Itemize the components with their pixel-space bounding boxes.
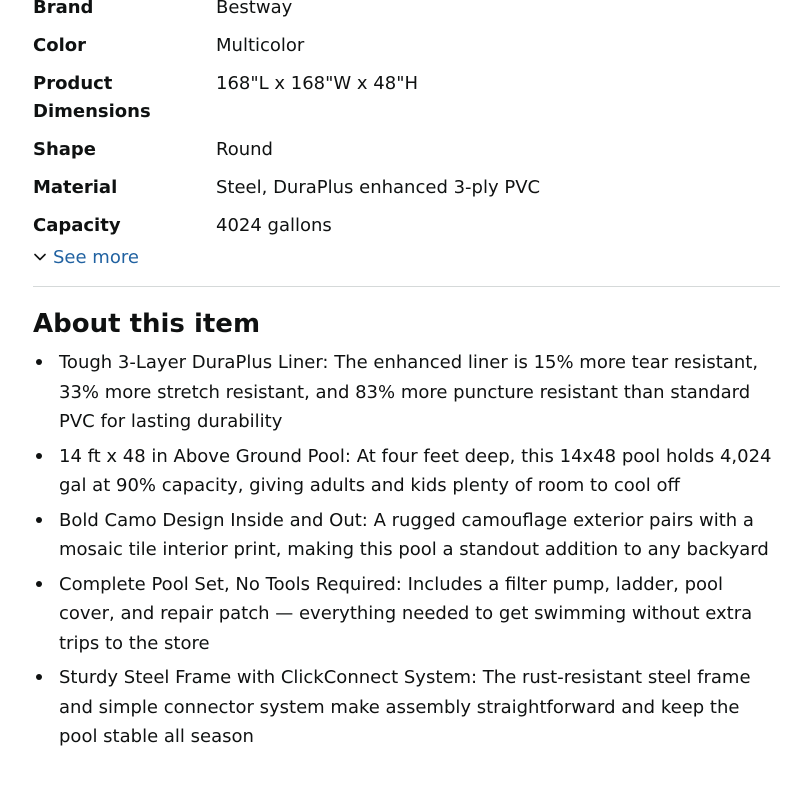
spec-row-product-dimensions xyxy=(33,70,540,136)
see-more-label: See more xyxy=(53,246,139,268)
product-details xyxy=(33,0,783,757)
feature-bullet xyxy=(33,570,783,659)
bullet-dot xyxy=(36,453,42,459)
spec-value: 4024 gallons xyxy=(216,215,332,236)
spec-value: Steel, DuraPlus enhanced 3-ply PVC xyxy=(216,177,541,198)
bullet-dot xyxy=(36,359,42,365)
spec-value: Multicolor xyxy=(216,35,305,56)
feature-bullet-text: Bold Camo Design Inside and Out: A rugged camouflage exterior pairs with a mosaic tile interior print, making this pool a standout addition to any backyard xyxy=(59,509,769,560)
about-title: About this item xyxy=(33,309,261,339)
feature-bullet xyxy=(33,348,783,437)
spec-key: Capacity xyxy=(33,215,121,236)
spec-key: Material xyxy=(33,177,118,198)
feature-bullet-text: Complete Pool Set, No Tools Required: Includes a filter pump, ladder, pool cover, and repair patch — everything needed to get swimming without extra trips to the store xyxy=(59,573,753,654)
spec-row-brand xyxy=(33,0,540,32)
bullet-dot xyxy=(36,674,42,680)
spec-row-material xyxy=(33,174,540,212)
feature-bullet-text: Tough 3-Layer DuraPlus Liner: The enhanced liner is 15% more tear resistant, 33% more stretch resistant, and 83% more puncture resistant than standard PVC for lasting durability xyxy=(59,352,759,432)
spec-key: Shape xyxy=(33,139,97,160)
spec-value: Round xyxy=(216,139,273,160)
spec-row-capacity xyxy=(33,212,540,240)
chevron-down-icon xyxy=(33,250,47,264)
spec-value: Bestway xyxy=(216,0,293,18)
feature-bullets xyxy=(33,348,783,752)
bullet-dot xyxy=(36,581,42,587)
feature-bullet xyxy=(33,442,783,501)
spec-row-color xyxy=(33,32,540,70)
bullet-dot xyxy=(36,517,42,523)
feature-bullet xyxy=(33,663,783,752)
see-more-link[interactable] xyxy=(33,243,783,271)
section-divider xyxy=(33,286,780,287)
spec-value: 168"L x 168"W x 48"H xyxy=(216,73,419,94)
feature-bullet xyxy=(33,506,783,565)
feature-bullet-text: Sturdy Steel Frame with ClickConnect System: The rust-resistant steel frame and simple connector system make assembly straightforward and keep the pool stable all season xyxy=(59,667,751,747)
spec-key: Color xyxy=(33,35,86,56)
spec-key: Product Dimensions xyxy=(33,73,151,122)
spec-key: Brand xyxy=(33,0,94,18)
feature-bullet-text: 14 ft x 48 in Above Ground Pool: At four feet deep, this 14x48 pool holds 4,024 gal at 90% capacity, giving adults and kids plenty of room to cool off xyxy=(59,445,772,496)
spec-table xyxy=(33,0,540,240)
spec-row-shape xyxy=(33,136,540,174)
